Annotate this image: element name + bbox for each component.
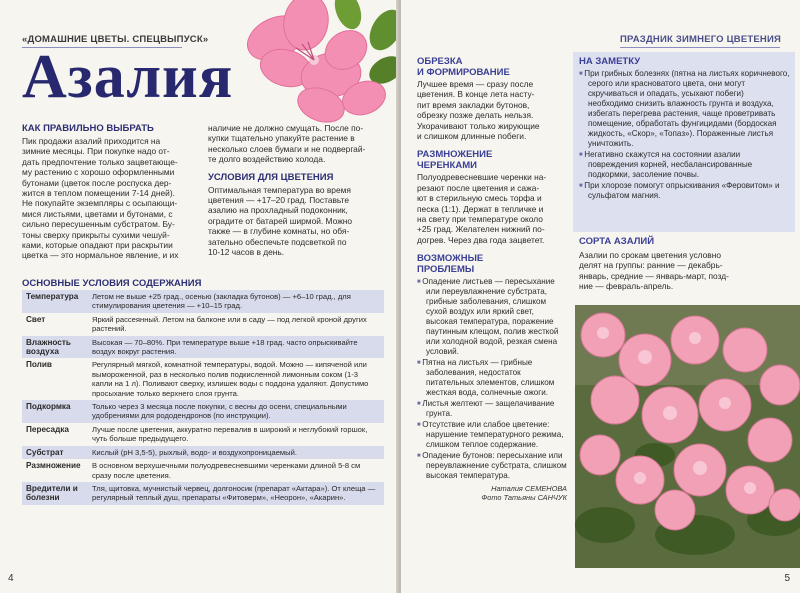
choose-cont-line: несколько слоев бумаги и не подвергай- [208,143,366,154]
bloom-heading: УСЛОВИЯ ДЛЯ ЦВЕТЕНИЯ [208,171,334,183]
pruning-body [417,79,567,141]
choose-line: зимние месяцы. При покупке надо от- [22,146,170,157]
choose-continued [208,123,390,257]
table-row [22,313,384,336]
bloom-line: Оптимальная температура во время [208,184,351,195]
table-row-label: Субстрат [22,446,88,459]
table-row-label: Подкормка [22,400,88,423]
table-row-text: Яркий рассеянный. Летом на балконе или в саду — под легкой кроной других растений. [88,313,384,336]
bloom-line: зательно обеспечьте подсветкой по [208,236,347,247]
varieties-section [579,236,791,292]
pruning-line: Укорачивают только жирующие [417,120,540,131]
list-item: ■ Пятна на листьях — грибные заболевания, недостаток питательных элементов, слишком жесткая вода, солнечные ожоги. [417,358,567,398]
table-row-text: Регулярный мягкой, комнатной температуры, водой. Можно — кипяченой или вымороженной, раз в несколько полив подкисленной лимонным соком (1-3 капли на 1 л). Поливают сверху, излишек воды с поддона удаляют. Допустимо просыхание только верхнего слоя грунта. [88,358,384,400]
list-item: ■ Листья желтеют — защелачивание грунта. [417,399,567,419]
table-row-text: В основном верхушечными полуодревесневшими черенками длиной 5-8 см сразу после цветения. [88,459,384,482]
table-row-label: Полив [22,358,88,400]
table-row-label: Влажность воздуха [22,336,88,359]
propagation-line: +25 град. Желателен нижний по- [417,224,545,235]
pruning-heading-1: ОБРЕЗКА [417,56,463,67]
pruning-line: и слишком длинные побеги. [417,131,527,142]
right-header: ПРАЗДНИК ЗИМНЕГО ЦВЕТЕНИЯ [620,34,782,45]
table-row-label: Свет [22,313,88,336]
bloom-line: оградите от батарей ширмой. Можно [208,215,353,226]
table-row-label: Температура [22,290,88,313]
choose-line: тоны сверху прикрыты сухими чешуй- [22,229,170,240]
note-heading: НА ЗАМЕТКУ [579,56,641,67]
choose-cont-line: те долго воздействию холода. [208,154,326,165]
note-list [579,69,791,201]
varieties-line: январь, средние — январь-март, позд- [579,270,729,281]
left-page [0,0,399,593]
author-credit: Наталия СЕМЕНОВА [491,484,567,494]
pruning-section [417,56,567,502]
choose-line: жится в теплом помещении 7-14 дней). [22,188,175,199]
table-row [22,459,384,482]
propagation-line: песка (1:1). Держат в тепличке и [417,203,544,214]
propagation-heading-1: РАЗМНОЖЕНИЕ [417,149,493,161]
table-row-text: Высокая — 70–80%. При температуре выше +18 град. часто опрыскивайте воздух вокруг растения. [88,336,384,359]
choose-line: дать предпочтение только зацветающе- [22,156,178,167]
varieties-line: ние — февраль-апрель. [579,281,674,292]
pruning-line: Лучшее время — сразу после [417,79,534,89]
table-row [22,423,384,446]
table-row-text: Лучше после цветения, аккуратно перевалив в широкий и неглубокий горшок, чуть больше предыдущего. [88,423,384,446]
choose-line: бутонами (цветок после роспуска дер- [22,177,172,188]
choose-line: му растению с хорошо оформленными [22,167,175,178]
propagation-heading-2: ЧЕРЕНКАМИ [417,160,477,172]
photo-credit: Фото Татьяны САНЧУК [481,493,567,503]
choose-line: ками, которые опадают при раскрытии [22,240,173,251]
bloom-line: азалию на прохладный подоконник, [208,205,348,216]
table-row-label: Размножение [22,459,88,482]
table-row-text: Кислый (рН 3,5-5), рыхлый, водо- и воздухопроницаемый. [88,446,384,459]
pruning-heading-2: И ФОРМИРОВАНИЕ [417,67,510,78]
table-row [22,482,384,505]
list-item: ■ Опадение листьев — пересыхание или переувлажнение субстрата, грибные заболевания, слишком сухой воздух или яркий свет, высокая температура, поражение паутинным клещом, полив жесткой или холодной водой, резкая смена условий. [417,277,567,357]
choose-cont-line: купки тщательно упакуйте растение в [208,133,355,144]
choose-line: мися листьями, цветами и бутонами, с [22,208,173,219]
table-row [22,446,384,459]
page-title: Азалия [22,43,234,111]
pruning-line: обрезку позже делать нельзя. [417,110,534,121]
bloom-line: цветения — +17–20 град. Поставьте [208,195,350,206]
left-header: «ДОМАШНИЕ ЦВЕТЫ. СПЕЦВЫПУСК» [22,34,209,45]
choose-line: Пик продажи азалий приходится на [22,136,161,146]
note-section [579,56,791,202]
table-row [22,400,384,423]
propagation-line: ют в стерильную смесь торфа и [417,193,542,204]
table-row [22,358,384,400]
conditions-heading: ОСНОВНЫЕ УСЛОВИЯ СОДЕРЖАНИЯ [22,278,202,289]
list-item: ■ Негативно скажутся на состоянии азалии повреждения корней, несбалансированные подкормки, засоление почвы. [579,150,791,180]
choose-line: цветка — это нормальное явление, и их [22,250,179,261]
propagation-line: на свету при температуре около [417,214,543,225]
varieties-line: Азалии по срокам цветения условно [579,250,722,260]
list-item: ■ При грибных болезнях (пятна на листьях коричневого, серого или красноватого цвета, они могут скручиваться и опадать, усыхают побеги) необходимо снизить влажность грунта и воздуха, избегать перегрева растения, чаще проветривать помещение, обработать фунгицидами (бордоская жидкость, «Скор», «Топаз»). Пораженные листья уничтожить. [579,69,791,149]
page-number-left: 4 [8,573,14,584]
list-item: ■ При хлорозе помогут опрыскивания «Феровитом» и сульфатом магния. [579,181,791,201]
pruning-line: пит время закладки бутонов, [417,99,530,110]
azalea-plant-photo [575,305,800,568]
table-row-text: Только через 3 месяца после покупки, с весны до осени, специальными удобрениями для рододендронов (по инструкции). [88,400,384,423]
table-row [22,290,384,313]
choose-line: Не покупайте экземпляры с осыпающи- [22,198,178,209]
varieties-heading: СОРТА АЗАЛИЙ [579,236,655,247]
problems-list [417,277,567,481]
propagation-body [417,172,567,245]
propagation-line: резают после цветения и сажа- [417,182,540,193]
table-row-text: Летом не выше +25 град., осенью (закладка бутонов) — +6–10 град., для стимулирования цветения — +10–15 град. [88,290,384,313]
page-number-right: 5 [784,573,790,584]
problems-heading-1: ВОЗМОЖНЫЕ [417,253,484,265]
choose-heading: КАК ПРАВИЛЬНО ВЫБРАТЬ [22,123,154,134]
choose-section [22,123,202,261]
bloom-body [208,185,390,258]
propagation-line: Полуодревесневшие черенки на- [417,172,547,183]
azalea-flower-image [236,0,399,128]
pruning-line: цветения. В конце лета насту- [417,89,535,100]
propagation-line: догрев. Через два года зацветет. [417,234,545,245]
table-row-label: Вредители и болезни [22,482,88,505]
right-header-rule [620,47,780,48]
table-row-text: Тля, щитовка, мучнистый червец, долгоносик (препарат «Актара»). От клеща — регулярный теплый душ, препараты «Фитоверм», «Неорон», «Акарин». [88,482,384,505]
varieties-body [579,250,791,292]
bloom-line: также — в глубине комнаты, но обя- [208,226,350,237]
problems-heading-2: ПРОБЛЕМЫ [417,264,475,276]
choose-cont-line: наличие не должно смущать. После по- [208,123,364,133]
table-row-label: Пересадка [22,423,88,446]
choose-cont-body [208,123,390,165]
varieties-line: делят на группы: ранние — декабрь- [579,260,723,271]
conditions-table [22,290,384,505]
right-page [401,0,800,593]
bloom-line: 10-12 часов в день. [208,247,285,258]
list-item: ■ Опадение бутонов: пересыхание или переувлажнение субстрата, слишком высокая температура. [417,451,567,481]
choose-line: сильно пересушенным субстратом. Бу- [22,219,175,230]
table-row [22,336,384,359]
list-item: ■ Отсутствие или слабое цветение: нарушение температурного режима, слишком теплое содержание. [417,420,567,450]
choose-body [22,136,202,261]
